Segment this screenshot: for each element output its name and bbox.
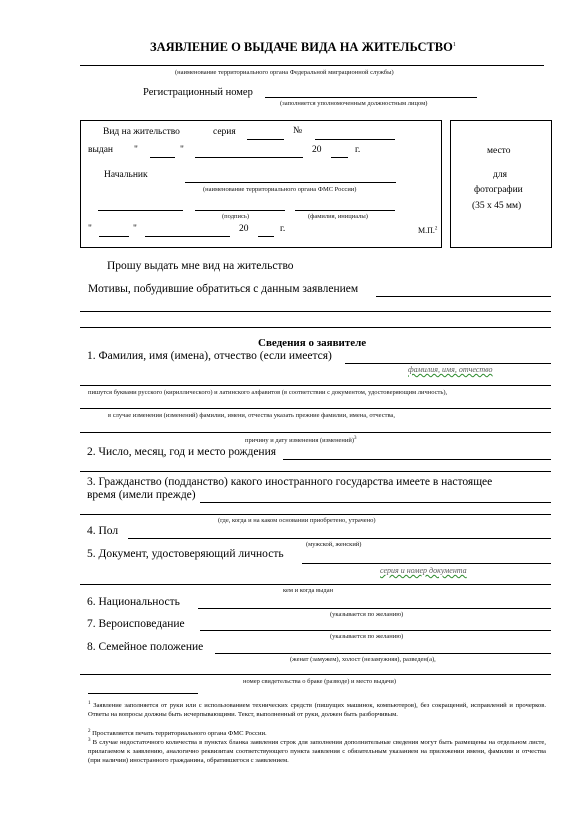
photo-text-3: фотографии — [474, 185, 523, 195]
issued-year-field[interactable] — [331, 157, 348, 158]
motives-field-3[interactable] — [80, 327, 551, 328]
name-hint: (фамилия, инициалы) — [308, 213, 368, 220]
fms-organ-field[interactable] — [185, 182, 396, 183]
chief-line-a[interactable] — [98, 210, 183, 211]
photo-box[interactable] — [450, 120, 552, 248]
q3-label-1: 3. Гражданство (подданство) какого иностранного государства имеете в настоящее — [87, 476, 493, 488]
organ-line[interactable] — [80, 65, 544, 66]
q1-field-2[interactable] — [80, 385, 551, 386]
q6-hint: (указывается по желанию) — [330, 611, 404, 618]
organ-hint: (наименование территориального органа Федеральной миграционной службы) — [175, 69, 394, 76]
signature-hint: (подпись) — [222, 213, 249, 220]
permit-label: Вид на жительство — [103, 127, 180, 137]
q7-field[interactable] — [200, 630, 551, 631]
series-label: серия — [213, 127, 236, 137]
q5-field-1[interactable] — [302, 563, 551, 564]
q2-label: 2. Число, месяц, год и место рождения — [87, 446, 277, 458]
issued-day-field[interactable] — [150, 157, 175, 158]
series-field[interactable] — [247, 139, 284, 140]
footnote-3: $^3$ В случае недостаточного количества в пунктах бланка заявления строк для заполнения дополнительные сведения могут быть размещены на отдельном листе, прилагаемом к заявлению, аналогично реквизитам соответствующего пункта заявления с обязательным указанием на приложении имени, фамилии и отчества (при наличии) иностранного гражданина, обратившегося с заявлением. — [88, 738, 546, 765]
photo-text-4: (35 х 45 мм) — [472, 201, 522, 211]
q8-hint-1: (женат (замужем), холост (незамужняя), разведен(а), — [290, 656, 436, 663]
q5-hint: кем и когда выдан — [283, 587, 334, 594]
motives-field-2[interactable] — [80, 311, 551, 312]
q8-field-1[interactable] — [215, 653, 551, 654]
sign-day-field[interactable] — [99, 236, 129, 237]
sign-year-field[interactable] — [258, 236, 274, 237]
sign-year-suffix: г. — [280, 224, 286, 234]
q1-label: 1. Фамилия, имя (имена), отчество (если имеется) — [87, 350, 332, 362]
q7-hint: (указывается по желанию) — [330, 633, 404, 640]
section-title: Сведения о заявителе — [258, 337, 367, 349]
motives-field-1[interactable] — [376, 296, 551, 297]
date-quote-close: " — [133, 224, 137, 234]
quote-close: " — [180, 145, 184, 155]
quote-open: " — [134, 145, 138, 155]
sign-month-field[interactable] — [145, 236, 230, 237]
q4-field[interactable] — [128, 538, 551, 539]
q1-field-3[interactable] — [80, 408, 551, 409]
q3-field-2[interactable] — [80, 514, 551, 515]
q2-field-1[interactable] — [283, 459, 551, 460]
form-title: ЗАЯВЛЕНИЕ О ВЫДАЧЕ ВИДА НА ЖИТЕЛЬСТВО$^1$ — [150, 40, 456, 54]
number-label: № — [293, 126, 303, 136]
q1-hint-1: пишутся буквами русского (кириллического) и латинского алфавитов (в соответствии с документом, удостоверяющим личность), — [88, 389, 448, 396]
sign-year-prefix: 20 — [239, 224, 249, 234]
q2-field-2[interactable] — [80, 471, 551, 472]
reg-label: Регистрационный номер — [143, 87, 253, 98]
q6-field[interactable] — [198, 608, 551, 609]
photo-text-1: место — [487, 146, 511, 156]
footnote-2: $^2$ Проставляется печать территориального органа ФМС России. — [88, 729, 267, 738]
date-quote-open: " — [88, 224, 92, 234]
q5-label: 5. Документ, удостоверяющий личность — [87, 548, 284, 560]
request-text: Прошу выдать мне вид на жительство — [107, 260, 294, 272]
photo-text-2: для — [493, 170, 507, 180]
q4-hint: (мужской, женский) — [306, 541, 362, 548]
footnote-1: $^1$ Заявление заполняется от руки или с использованием технических средств (пишущих машинок, компьютеров), без сокращений, исправлений и прочерков. Ответы на вопросы должны быть исчерпывающими. Текст, выполненный от руки, должен быть разборчивым. — [88, 701, 546, 719]
q6-label: 6. Национальность — [87, 596, 180, 608]
chief-name-field[interactable] — [295, 210, 395, 211]
number-field[interactable] — [315, 139, 395, 140]
q4-label: 4. Пол — [87, 525, 119, 537]
issued-month-field[interactable] — [195, 157, 303, 158]
q5-field-2[interactable] — [80, 584, 551, 585]
q1-field-4[interactable] — [80, 432, 551, 433]
q8-field-2[interactable] — [80, 674, 551, 675]
fms-organ-hint: (наименование территориального органа ФМС России) — [203, 186, 357, 193]
q8-hint-2: номер свидетельства о браке (разводе) и место выдачи) — [243, 678, 397, 685]
issued-label: выдан — [88, 145, 114, 155]
motives-label: Мотивы, побудившие обратиться с данным заявлением — [88, 283, 359, 295]
reg-number-field[interactable] — [265, 97, 477, 98]
reg-hint: (заполняется уполномоченным должностным лицом) — [280, 100, 428, 107]
q1-hint-3: причину и дату изменения (изменений)$^3$ — [245, 436, 357, 445]
year-prefix: 20 — [312, 145, 322, 155]
q3-label-2: время (имели прежде) — [87, 489, 196, 501]
stamp-label: М.П.$^2$ — [418, 226, 438, 235]
q1-field-1[interactable] — [345, 363, 551, 364]
q1-handwriting: фамилия, имя, отчество — [408, 365, 493, 374]
q5-handwriting: серия и номер документа — [380, 566, 467, 575]
signature-field[interactable] — [195, 210, 285, 211]
q3-hint: (где, когда и на каком основании приобретено, утрачено) — [218, 517, 376, 524]
footnote-separator — [88, 693, 198, 694]
q1-hint-2: в случае изменения (изменений) фамилии, имени, отчества указать прежние фамилии, имена, отчества, — [108, 412, 395, 419]
q8-label: 8. Семейное положение — [87, 641, 204, 653]
year-suffix: г. — [355, 145, 361, 155]
q3-field-1[interactable] — [200, 502, 551, 503]
q7-label: 7. Вероисповедание — [87, 618, 185, 630]
chief-label: Начальник — [104, 170, 148, 180]
